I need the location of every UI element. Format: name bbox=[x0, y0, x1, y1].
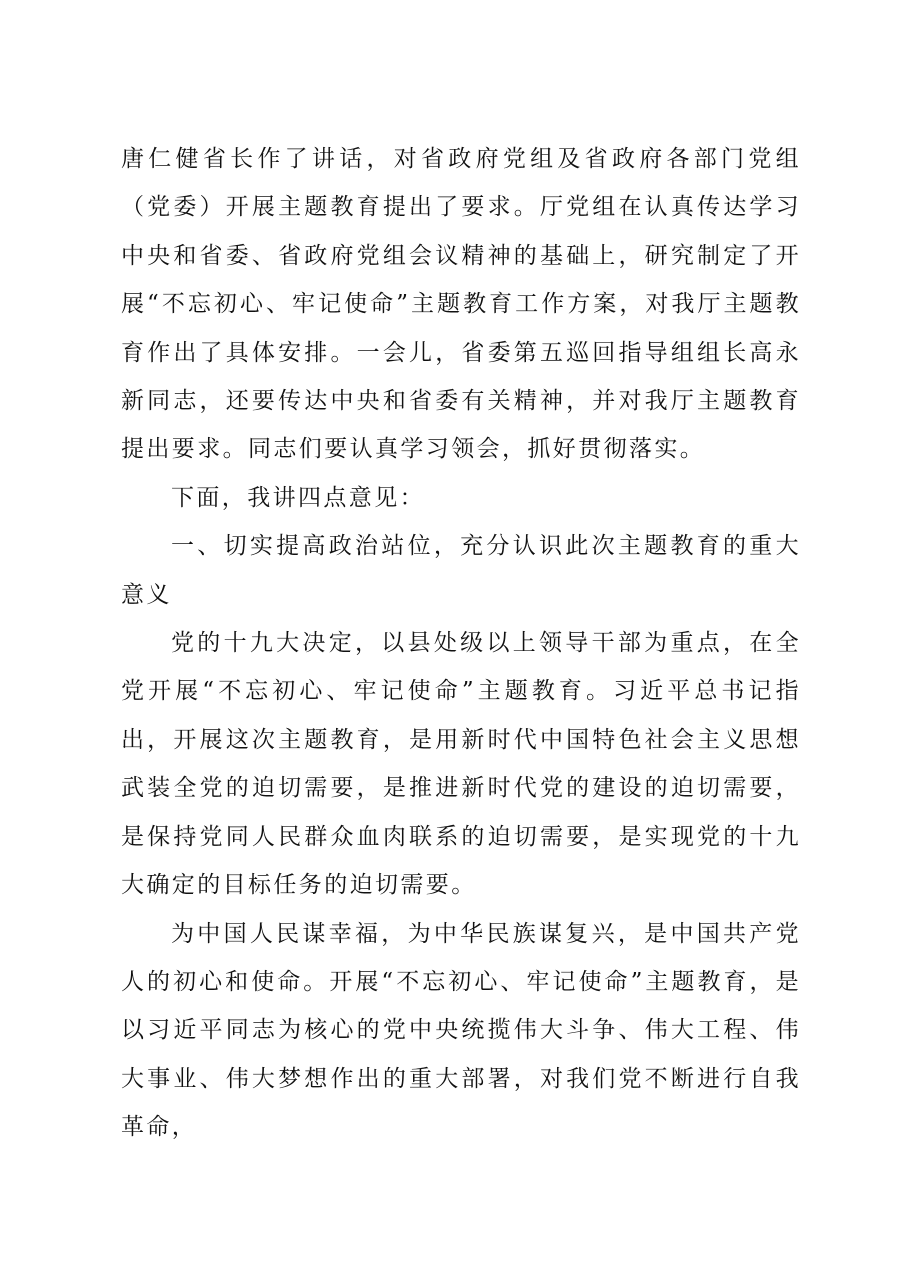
paragraph-governor-speech: 唐仁健省长作了讲话，对省政府党组及省政府各部门党组（党委）开展主题教育提出了要求。厅党组在认真传达学习中央和省委、省政府党组会议精神的基础上，研究制定了开展“不忘初心、牢记使命”主题教育工作方案，对我厅主题教育作出了具体安排。一会儿，省委第五巡回指导组组长高永新同志，还要传达中央和省委有关精神，并对我厅主题教育提出要求。同志们要认真学习领会，抓好贯彻落实。 bbox=[121, 146, 801, 463]
paragraph-four-points-intro: 下面，我讲四点意见： bbox=[171, 484, 425, 511]
document-body bbox=[121, 135, 801, 1152]
paragraph-nineteenth-congress: 党的十九大决定，以县处级以上领导干部为重点，在全党开展“不忘初心、牢记使命”主题教育。习近平总书记指出，开展这次主题教育，是用新时代中国特色社会主义思想武装全党的迫切需要，是推进新时代党的建设的迫切需要，是保持党同人民群众血肉联系的迫切需要，是实现党的十九大确定的目标任务的迫切需要。 bbox=[121, 630, 801, 899]
section-heading-one: 一、切实提高政治站位，充分认识此次主题教育的重大意义 bbox=[121, 533, 801, 608]
paragraph-original-mission: 为中国人民谋幸福，为中华民族谋复兴，是中国共产党人的初心和使命。开展“不忘初心、牢记使命”主题教育，是以习近平同志为核心的党中央统揽伟大斗争、伟大工程、伟大事业、伟大梦想作出的重大部署，对我们党不断进行自我革命， bbox=[121, 920, 801, 1141]
